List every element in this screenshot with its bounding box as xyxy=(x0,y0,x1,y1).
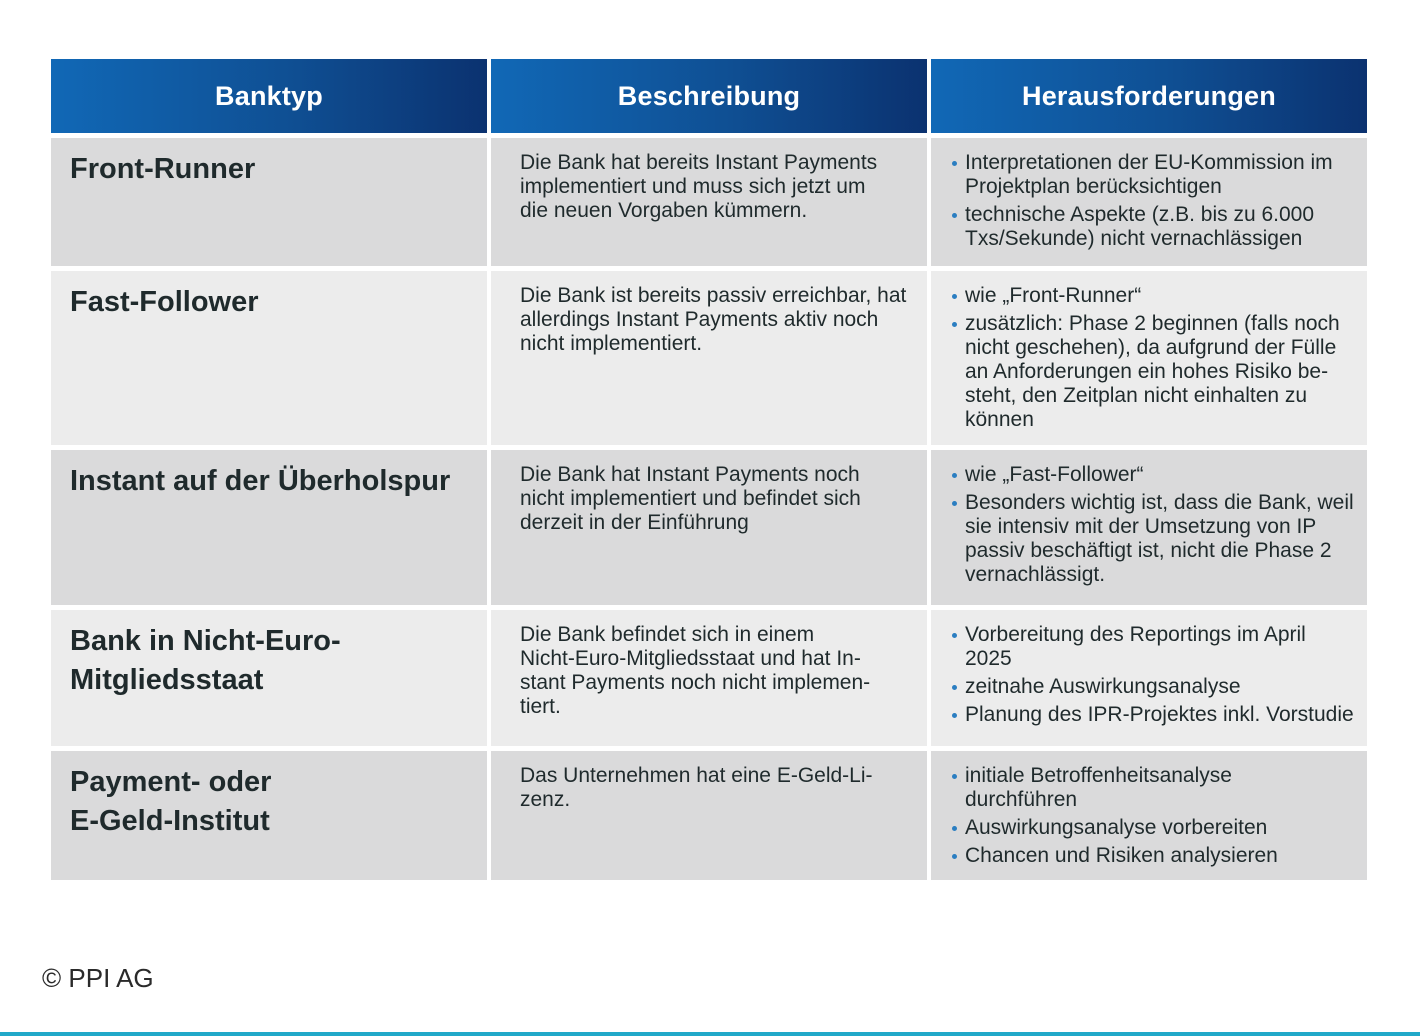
description-cell: Die Bank hat Instant Payments noch nicht implementiert und befindet sich derzeit in der Einführung xyxy=(491,450,927,605)
banktyp-cell: Instant auf der Überholspur xyxy=(51,450,487,605)
challenge-item: zeitnahe Auswirkungsanalyse xyxy=(951,675,1357,699)
challenge-item: Chancen und Risiken analysieren xyxy=(951,844,1357,868)
challenges-list xyxy=(951,623,1357,727)
challenge-item: zusätzlich: Phase 2 beginnen (falls noch nicht geschehen), da aufgrund der Fülle an Anforderungen ein hohes Risiko be- steht, den Zeitplan nicht einhalten zu können xyxy=(951,312,1357,432)
challenge-item: wie „Front-Runner“ xyxy=(951,284,1357,308)
challenge-item: Vorbereitung des Reportings im April 2025 xyxy=(951,623,1357,671)
challenge-item: Interpretationen der EU-Kommission im Projektplan berücksichtigen xyxy=(951,151,1357,199)
challenge-item: wie „Fast-Follower“ xyxy=(951,463,1357,487)
challenge-item: Besonders wichtig ist, dass die Bank, weil sie intensiv mit der Umsetzung von IP passiv beschäftigt ist, nicht die Phase 2 vernachlässigt. xyxy=(951,491,1357,587)
header-banktyp: Banktyp xyxy=(51,59,487,133)
description-cell: Die Bank befindet sich in einem Nicht-Euro-Mitgliedsstaat und hat In- stant Payments noch nicht implemen- tiert. xyxy=(491,610,927,746)
challenges-cell xyxy=(931,138,1367,266)
header-beschreibung: Beschreibung xyxy=(491,59,927,133)
header-herausforderungen: Herausforderungen xyxy=(931,59,1367,133)
challenges-list xyxy=(951,463,1357,587)
bank-type-table xyxy=(51,59,1367,880)
challenges-cell xyxy=(931,271,1367,445)
description-cell: Die Bank hat bereits Instant Payments implementiert und muss sich jetzt um die neuen Vorgaben kümmern. xyxy=(491,138,927,266)
challenge-item: technische Aspekte (z.B. bis zu 6.000 Txs/Sekunde) nicht vernachlässigen xyxy=(951,203,1357,251)
challenge-item: Planung des IPR-Projektes inkl. Vorstudie xyxy=(951,703,1357,727)
banktyp-cell: Payment- oder E-Geld-Institut xyxy=(51,751,487,880)
description-cell: Das Unternehmen hat eine E-Geld-Li- zenz. xyxy=(491,751,927,880)
challenge-item: Auswirkungsanalyse vorbereiten xyxy=(951,816,1357,840)
footer-accent-line xyxy=(0,1032,1420,1036)
challenges-cell xyxy=(931,450,1367,605)
banktyp-cell: Front-Runner xyxy=(51,138,487,266)
challenges-list xyxy=(951,284,1357,432)
challenge-item: initiale Betroffenheitsanalyse durchführen xyxy=(951,764,1357,812)
copyright-notice: © PPI AG xyxy=(42,963,154,993)
description-cell: Die Bank ist bereits passiv erreichbar, hat allerdings Instant Payments aktiv noch nicht implementiert. xyxy=(491,271,927,445)
banktyp-cell: Fast-Follower xyxy=(51,271,487,445)
banktyp-cell: Bank in Nicht-Euro- Mitgliedsstaat xyxy=(51,610,487,746)
challenges-cell xyxy=(931,610,1367,746)
challenges-cell xyxy=(931,751,1367,880)
challenges-list xyxy=(951,764,1357,868)
challenges-list xyxy=(951,151,1357,251)
